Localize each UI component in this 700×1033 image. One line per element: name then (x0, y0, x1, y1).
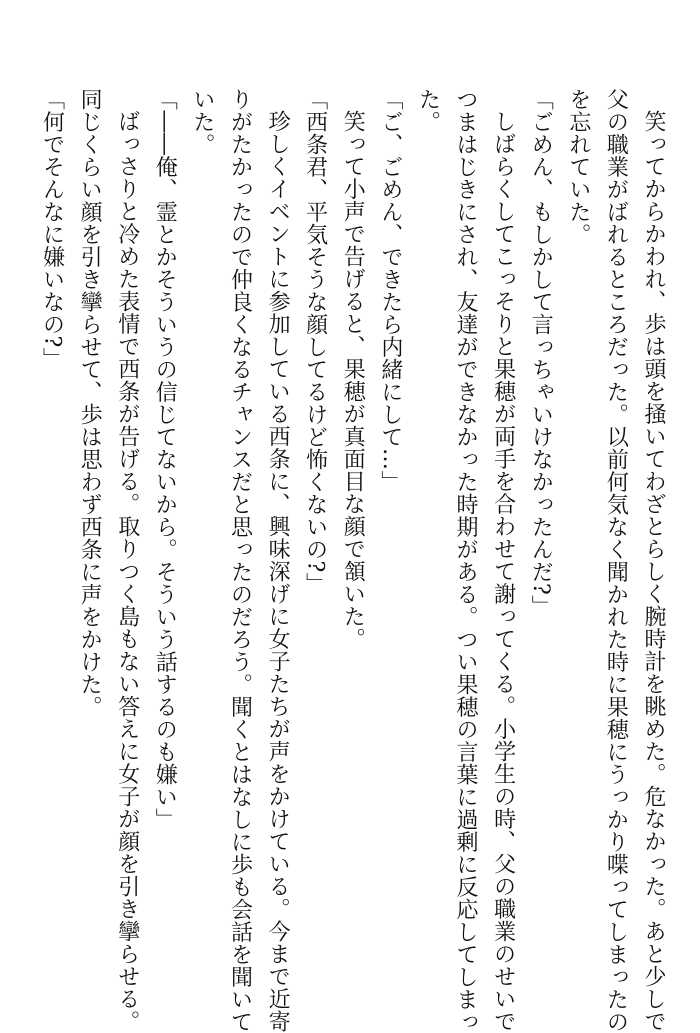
text-line: 「――俺、霊とかそういうの信じてないから。そういう話するのも嫌い」 (152, 88, 178, 831)
text-line: ばっさりと冷めた表情で西条が告げる。取りつく島もない答えに女子が顔を引き攣らせる。 (114, 110, 140, 1033)
text-line: 「何でそんなに嫌いなの?」 (39, 88, 65, 371)
text-line: つまはじきにされ、友達ができなかった時期がある。つい果穂の言葉に過剰に反応してしまっ (453, 88, 479, 1033)
text-line: 同じくらい顔を引き攣らせて、歩は思わず西条に声をかけた。 (77, 88, 103, 718)
text-line: りがたかったので仲良くなるチャンスだと思ったのだろう。聞くとはなしに歩も会話を聞いて (227, 88, 253, 1033)
text-line: 笑って小声で告げると、果穂が真面目な顔で頷いた。 (340, 110, 366, 650)
text-line: を忘れていた。 (565, 88, 591, 246)
text-line: 珍しくイベントに参加している西条に、興味深げに女子たちが声をかけている。今まで近寄 (265, 110, 291, 1033)
text-line: 笑ってからかわれ、歩は頭を掻いてわざとらしく腕時計を眺めた。危なかった。あと少しで (641, 110, 666, 1033)
text-line: 「ごめん、もしかして言っちゃいけなかったんだ?」 (528, 88, 554, 618)
text-line: た。 (415, 88, 441, 133)
vertical-text-body (33, 88, 672, 1033)
text-line: 「ご、ごめん、できたら内緒にして…」 (377, 88, 403, 493)
text-line: しばらくしてこっそりと果穂が両手を合わせて謝ってくる。小学生の時、父の職業のせいで (490, 110, 516, 1033)
text-line: 父の職業がばれるところだった。以前何気なく聞かれた時に果穂にうっかり喋ってしまったの (603, 88, 629, 1033)
text-line: いた。 (189, 88, 215, 156)
text-line: 「西条君、平気そうな顔してるけど怖くないの?」 (302, 88, 328, 596)
